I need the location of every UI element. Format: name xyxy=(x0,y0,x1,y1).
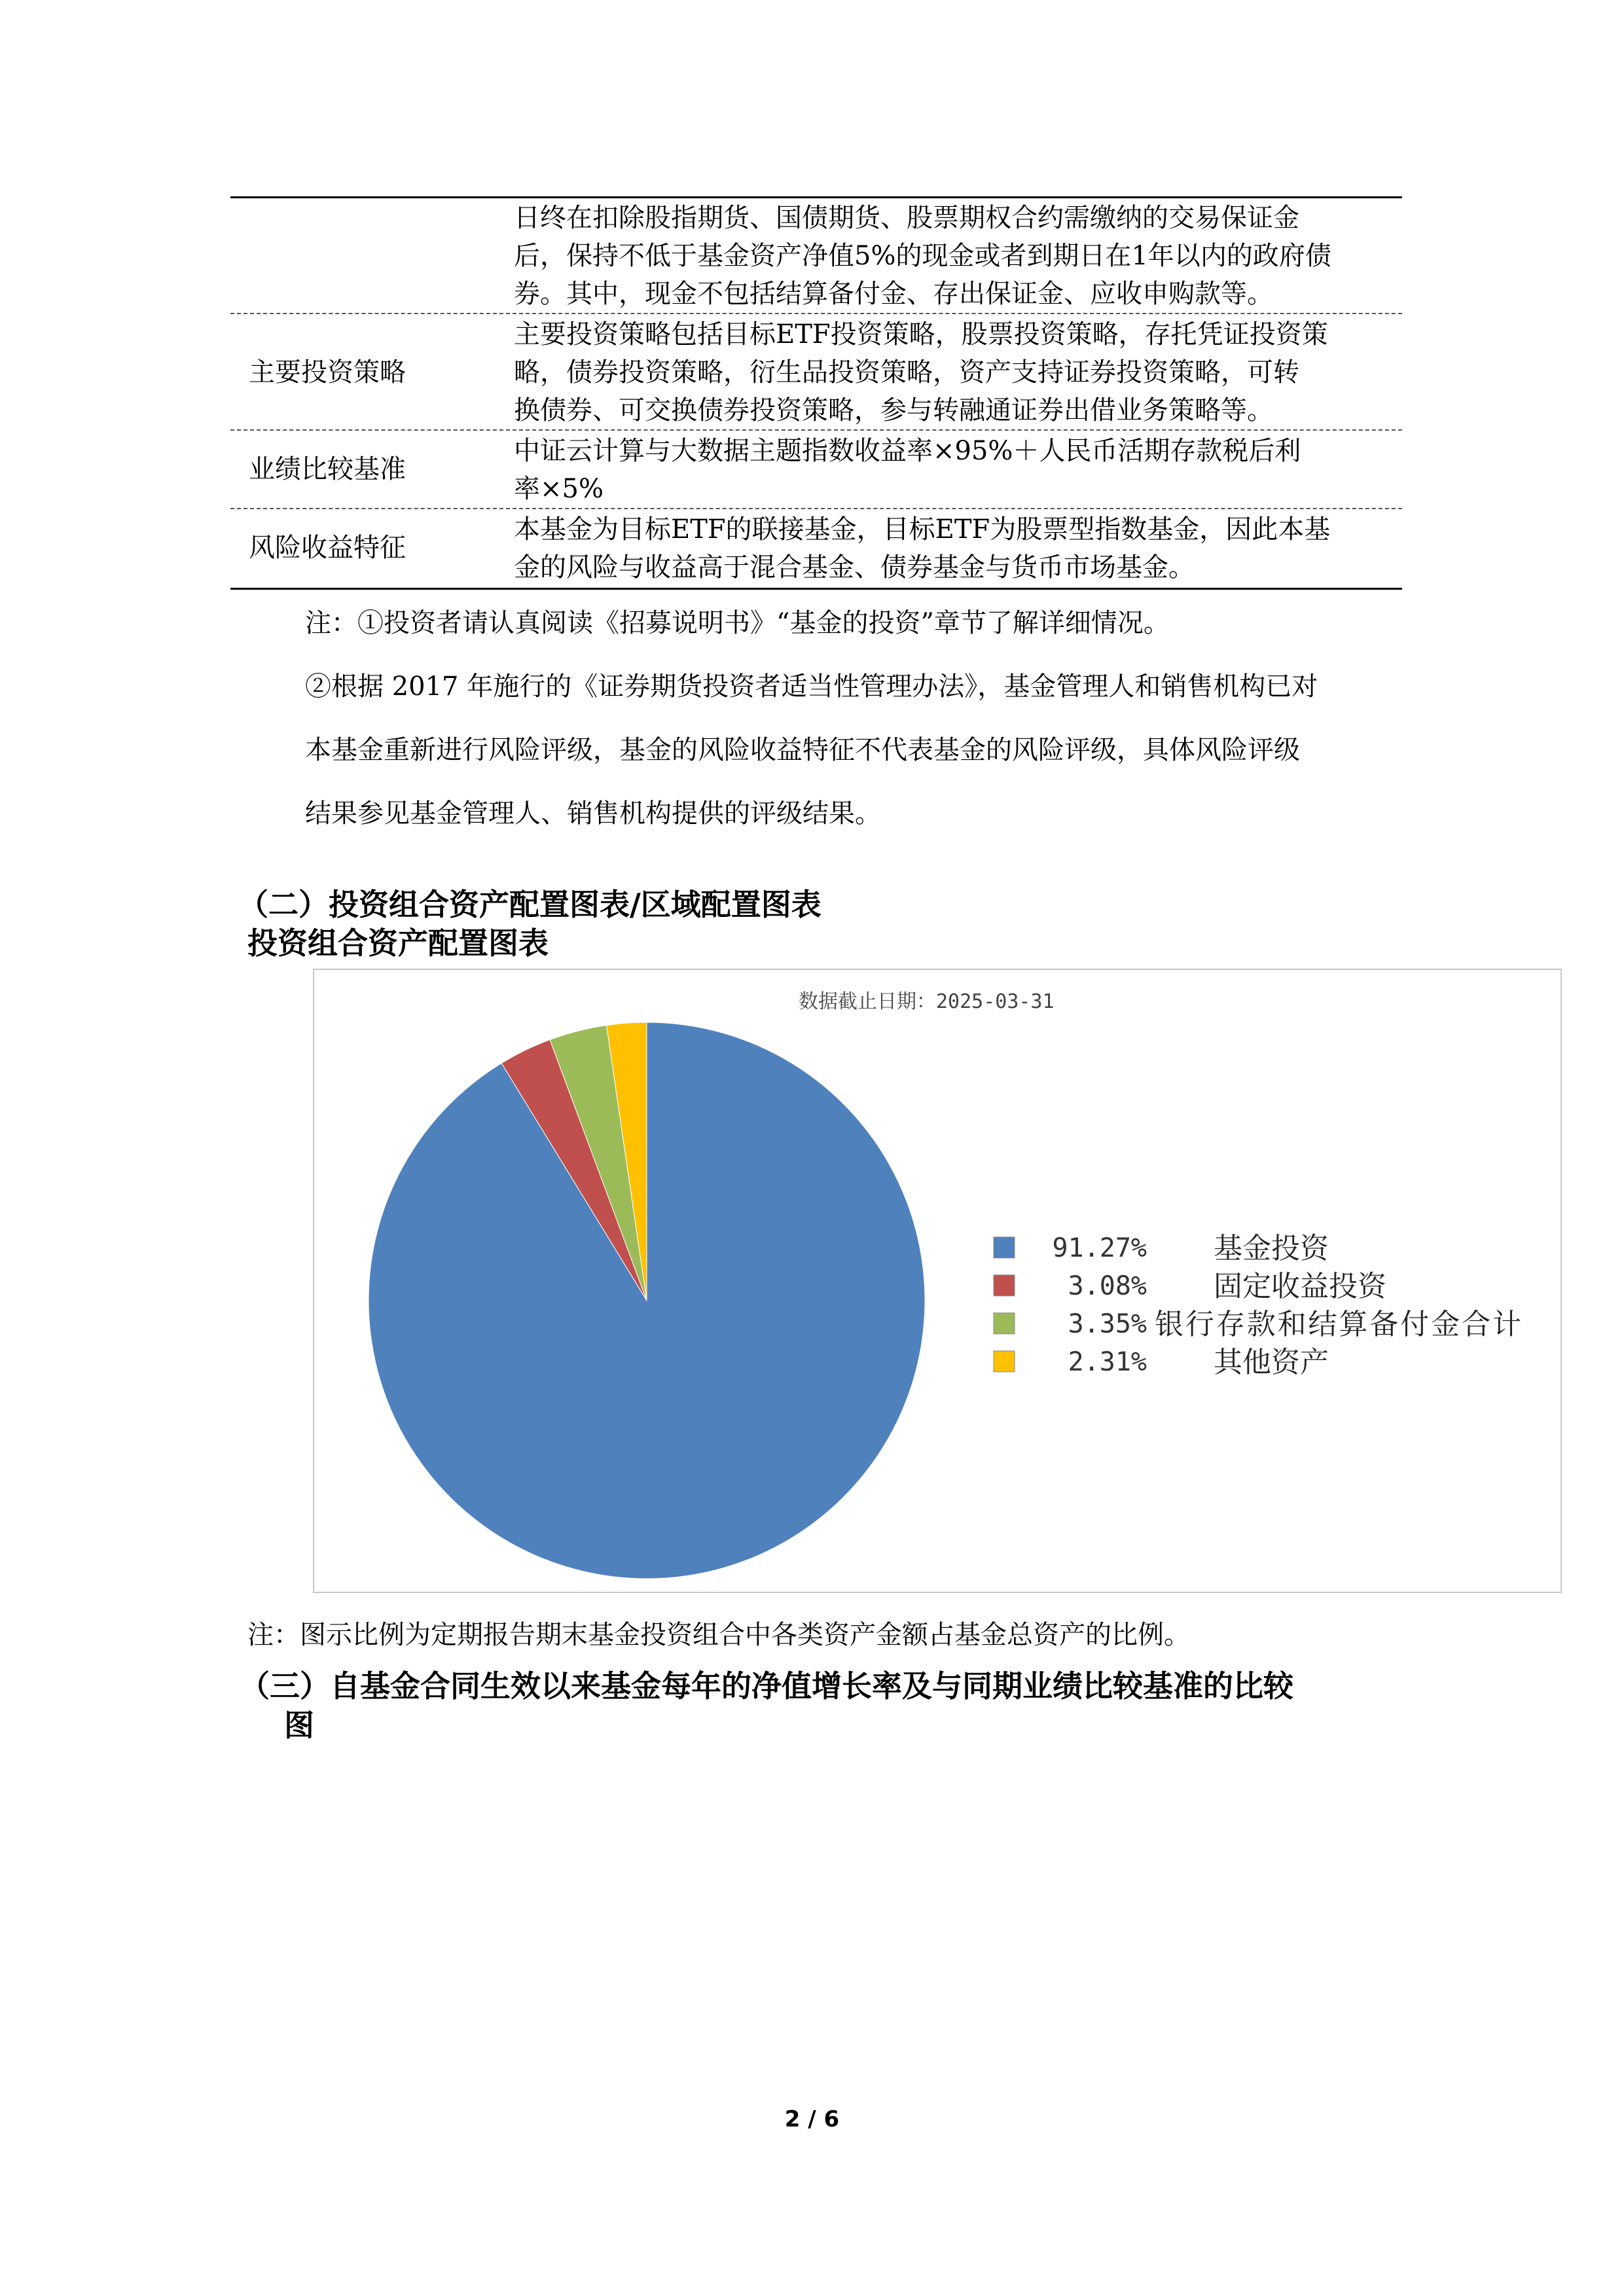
table-row-3-label: 风险收益特征 xyxy=(249,533,406,563)
table-bottom-border xyxy=(230,588,1402,590)
table-row-1-line-2: 略，债券投资策略，衍生品投资策略，资产支持证券投资策略，可转 xyxy=(514,357,1299,387)
table-divider xyxy=(230,429,1402,431)
table-row-0-line-3: 券。其中，现金不包括结算备付金、存出保证金、应收申购款等。 xyxy=(514,279,1273,309)
table-top-border xyxy=(230,196,1402,198)
table-row-0-line-2: 后，保持不低于基金资产净值5%的现金或者到期日在1年以内的政府债 xyxy=(514,241,1331,271)
legend-value-2: 3.08% xyxy=(1068,1271,1147,1301)
legend-label-1: 基金投资 xyxy=(1214,1232,1329,1265)
legend-swatch-4 xyxy=(994,1351,1015,1372)
table-row-2-label: 业绩比较基准 xyxy=(249,454,406,484)
note-line-1: 注：①投资者请认真阅读《招募说明书》“基金的投资”章节了解详细情况。 xyxy=(305,608,1170,638)
legend-label-2: 固定收益投资 xyxy=(1214,1270,1386,1303)
table-row-2-line-2: 率×5% xyxy=(514,474,604,504)
section-3-title-continuation: 图 xyxy=(284,1708,314,1743)
note-line-2: ②根据 2017 年施行的《证券期货投资者适当性管理办法》，基金管理人和销售机构已对 xyxy=(305,672,1318,702)
section-2-title: （二）投资组合资产配置图表/区域配置图表 xyxy=(238,887,821,922)
chart-note: 注：图示比例为定期报告期末基金投资组合中各类资产金额占基金总资产的比例。 xyxy=(247,1620,1190,1650)
note-line-4: 结果参见基金管理人、销售机构提供的评级结果。 xyxy=(305,798,881,829)
section-3-title: （三）自基金合同生效以来基金每年的净值增长率及与同期业绩比较基准的比较 xyxy=(240,1668,1293,1704)
pie-legend xyxy=(994,1232,1521,1379)
table-row-1-line-3: 换债券、可交换债券投资策略，参与转融通证券出借业务策略等。 xyxy=(514,395,1273,425)
pie-chart-svg xyxy=(314,970,1561,1592)
legend-label-4: 其他资产 xyxy=(1214,1346,1329,1379)
legend-value-1: 91.27% xyxy=(1052,1233,1147,1263)
legend-value-3: 3.35% xyxy=(1068,1309,1147,1339)
legend-label-3: 银行存款和结算备付金合计 xyxy=(1155,1308,1521,1341)
table-divider xyxy=(230,508,1402,509)
table-row-1-line-1: 主要投资策略包括目标ETF投资策略，股票投资策略，存托凭证投资策 xyxy=(514,319,1328,350)
legend-value-4: 2.31% xyxy=(1068,1347,1147,1377)
legend-swatch-3 xyxy=(994,1313,1015,1334)
page-number: 2 / 6 xyxy=(784,2106,840,2132)
table-row-2-line-1: 中证云计算与大数据主题指数收益率×95%＋人民币活期存款税后利 xyxy=(514,436,1301,466)
table-row-3-line-1: 本基金为目标ETF的联接基金，目标ETF为股票型指数基金，因此本基 xyxy=(514,514,1331,545)
chart-date-label: 数据截止日期：2025-03-31 xyxy=(799,990,1055,1013)
asset-allocation-chart xyxy=(313,969,1562,1593)
table-row-1-label: 主要投资策略 xyxy=(249,357,406,387)
legend-swatch-2 xyxy=(994,1275,1015,1296)
pie-slices xyxy=(369,1022,925,1579)
note-line-3: 本基金重新进行风险评级，基金的风险收益特征不代表基金的风险评级，具体风险评级 xyxy=(305,735,1300,765)
table-divider xyxy=(230,313,1402,314)
table-row-3-line-2: 金的风险与收益高于混合基金、债券基金与货币市场基金。 xyxy=(514,552,1195,583)
table-row-0-line-1: 日终在扣除股指期货、国债期货、股票期权合约需缴纳的交易保证金 xyxy=(514,203,1299,233)
section-2-subtitle: 投资组合资产配置图表 xyxy=(247,925,549,961)
legend-swatch-1 xyxy=(994,1237,1015,1258)
